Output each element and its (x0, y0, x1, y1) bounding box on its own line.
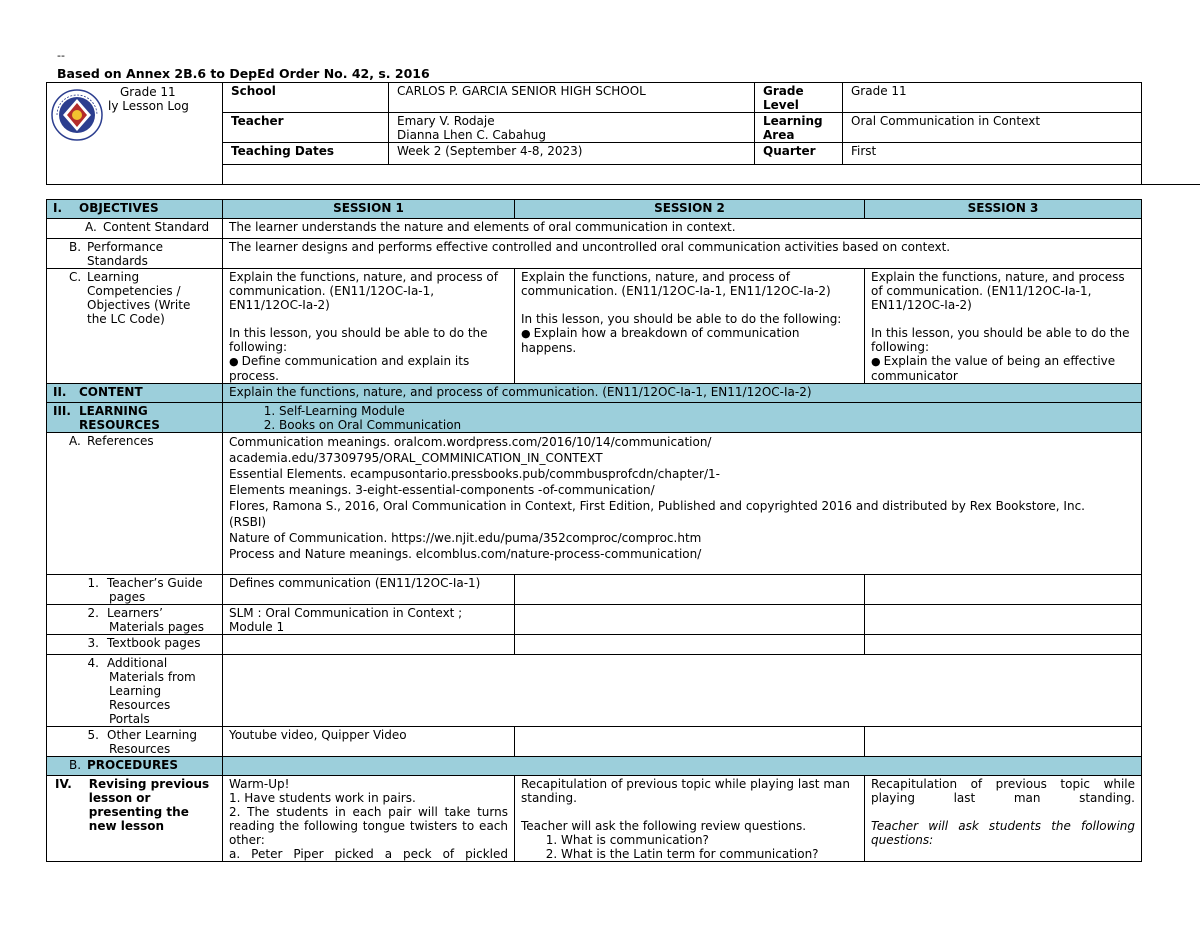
teachers-guide-value: Defines communication (EN11/12OC-Ia-1) (223, 575, 515, 605)
quarter-value: First (843, 143, 1142, 165)
revising-session-2: Recapitulation of previous topic while playing last man standing. Teacher will ask the following review questions. 1. What is communication? 2. What is the Latin term for communication? (515, 776, 865, 862)
quarter-label: Quarter (755, 143, 843, 165)
learners-materials-label: 2. Learners’ Materials pages (47, 605, 223, 635)
logo-text-grade: Grade 11 (120, 85, 176, 99)
session-1-header: SESSION 1 (223, 200, 515, 219)
teacher-name-2: Dianna Lhen C. Cabahug (397, 128, 546, 142)
references-label: A. References (47, 433, 223, 575)
performance-standards-label: B. Performance Standards (47, 239, 223, 269)
teaching-dates-label: Teaching Dates (223, 143, 389, 165)
header-extended-rule (222, 184, 1200, 185)
header-empty-row (223, 165, 1142, 185)
reference-line: Communication meanings. oralcom.wordpress.com/2016/10/14/communication/ (229, 435, 712, 449)
logo-text-lesson-log: ly Lesson Log (108, 99, 189, 113)
reference-line: academia.edu/37309795/ORAL_COMMINICATION_IN_CONTEXT (229, 451, 603, 465)
content-header: II. CONTENT (47, 384, 223, 403)
procedures-header: B. PROCEDURES (47, 757, 223, 776)
revising-session-3: Recapitulation of previous topic while playing last man standing. Teacher will ask students the following questions: (865, 776, 1142, 862)
dash-marker: -- (57, 49, 65, 62)
reference-line: Essential Elements. ecampusontario.pressbooks.pub/commbusprofcdn/chapter/1- (229, 467, 720, 481)
review-question: 1. What is communication? (561, 833, 858, 847)
session-2-header: SESSION 2 (515, 200, 865, 219)
lesson-table (46, 199, 1142, 862)
session-3-header: SESSION 3 (865, 200, 1142, 219)
grade-level-value: Grade 11 (843, 83, 1142, 113)
performance-standards-value: The learner designs and performs effective controlled and uncontrolled oral communication activities based on context. (223, 239, 1142, 269)
additional-materials-value (223, 655, 1142, 727)
header-table (46, 82, 1142, 185)
deped-seal-icon (51, 89, 103, 141)
procedures-header-fill (223, 757, 1142, 776)
resource-item: 2. Books on Oral Communication (279, 418, 1135, 432)
resource-item: 1. Self-Learning Module (279, 404, 1135, 418)
teachers-guide-label: 1. Teacher’s Guide pages (47, 575, 223, 605)
learning-resources-list (223, 403, 1142, 433)
other-resources-label: 5. Other Learning Resources (47, 727, 223, 757)
textbook-pages-s3 (865, 635, 1142, 655)
additional-materials-label: 4. Additional Materials from Learning Resources Portals (47, 655, 223, 727)
lc-session-3: Explain the functions, nature, and process of communication. (EN11/12OC-Ia-1, EN11/12OC-Ia-2) In this lesson, you should be able to do the following: ● Explain the value of being an effective communicator (865, 269, 1142, 384)
teaching-dates-value: Week 2 (September 4-8, 2023) (389, 143, 755, 165)
annex-title: Based on Annex 2B.6 to DepEd Order No. 42, s. 2016 (57, 66, 430, 81)
revising-session-1: Warm-Up! 1. Have students work in pairs. 2. The students in each pair will take turns reading the following tongue twisters to each other: a. Peter Piper picked a peck of pickled (223, 776, 515, 862)
reference-line: Nature of Communication. https://we.njit.edu/puma/352comproc/comproc.htm (229, 531, 702, 545)
learning-area-value: Oral Communication in Context (843, 113, 1142, 143)
logo-text (108, 85, 189, 113)
content-standard-value: The learner understands the nature and elements of oral communication in context. (223, 219, 1142, 239)
lc-session-2: Explain the functions, nature, and process of communication. (EN11/12OC-Ia-1, EN11/12OC-Ia-2) In this lesson, you should be able to do the following: ● Explain how a breakdown of communication happens. (515, 269, 865, 384)
grade-level-label: Grade Level (755, 83, 843, 113)
learning-resources-header: III. LEARNING RESOURCES (47, 403, 223, 433)
objectives-header: I. OBJECTIVES (47, 200, 223, 219)
reference-line: Flores, Ramona S., 2016, Oral Communication in Context, First Edition, Published and copyrighted 2016 and distributed by Rex Bookstore, Inc. (229, 499, 1085, 513)
learners-materials-value: SLM : Oral Communication in Context ; Module 1 (223, 605, 515, 635)
reference-line: Elements meanings. 3-eight-essential-components -of-communication/ (229, 483, 655, 497)
textbook-pages-s1 (223, 635, 515, 655)
content-standard-label: A. Content Standard (47, 219, 223, 239)
learners-materials-s2 (515, 605, 865, 635)
school-value: CARLOS P. GARCIA SENIOR HIGH SCHOOL (389, 83, 755, 113)
reference-line: (RSBI) (229, 515, 267, 529)
learners-materials-s3 (865, 605, 1142, 635)
school-label: School (223, 83, 389, 113)
references-value (223, 433, 1142, 575)
teacher-name-1: Emary V. Rodaje (397, 114, 495, 128)
teachers-guide-s3 (865, 575, 1142, 605)
logo-cell (47, 83, 223, 185)
reference-line: Process and Nature meanings. elcomblus.com/nature-process-communication/ (229, 547, 702, 561)
other-resources-s3 (865, 727, 1142, 757)
lc-session-1: Explain the functions, nature, and process of communication. (EN11/12OC-Ia-1, EN11/12OC-Ia-2) In this lesson, you should be able to do the following: ● Define communication and explain its process. (223, 269, 515, 384)
other-resources-s2 (515, 727, 865, 757)
content-value: Explain the functions, nature, and process of communication. (EN11/12OC-Ia-1, EN11/12OC-Ia-2) (223, 384, 1142, 403)
teacher-value (389, 113, 755, 143)
teacher-label: Teacher (223, 113, 389, 143)
review-question: 2. What is the Latin term for communication? (561, 847, 858, 861)
learning-area-label: Learning Area (755, 113, 843, 143)
textbook-pages-label: 3. Textbook pages (47, 635, 223, 655)
teachers-guide-s2 (515, 575, 865, 605)
learning-competencies-label: C. Learning Competencies / Objectives (Write the LC Code) (47, 269, 223, 384)
revising-lesson-label: IV. Revising previous lesson or presenting the new lesson (47, 776, 223, 862)
textbook-pages-s2 (515, 635, 865, 655)
other-resources-value: Youtube video, Quipper Video (223, 727, 515, 757)
